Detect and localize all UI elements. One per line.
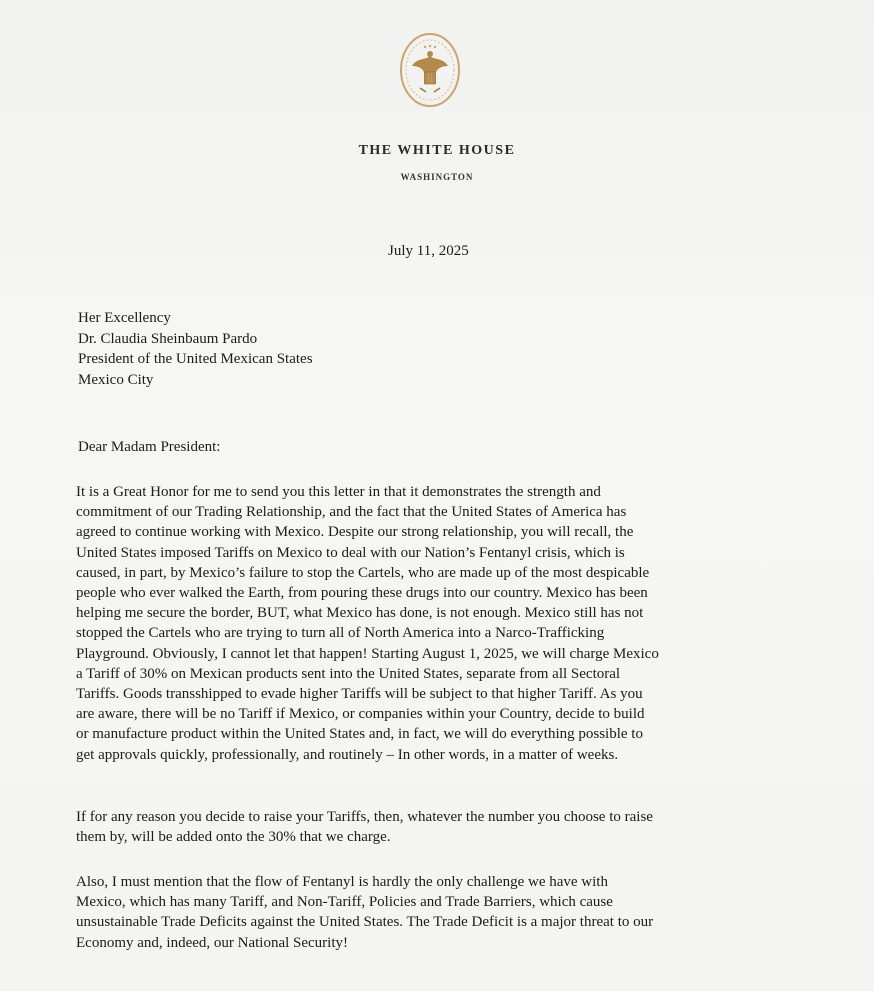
text-line: United States imposed Tariffs on Mexico to deal with our Nation’s Fentanyl crisis, which is [76,544,625,561]
text-line: commitment of our Trading Relationship, and the fact that the United States of America has [76,504,627,521]
body-paragraph [76,872,806,953]
salutation: Dear Madam President: [78,439,221,455]
text-line: agreed to continue working with Mexico. Despite our strong relationship, you will recall, the [76,524,634,541]
recipient-line: Dr. Claudia Sheinbaum Pardo [78,330,258,347]
text-line: Economy and, indeed, our National Security! [76,934,349,951]
text-line: get approvals quickly, professionally, and routinely – In other words, in a matter of weeks. [76,746,619,763]
text-line: caused, in part, by Mexico’s failure to stop the Cartels, who are made up of the most despicable [76,564,650,581]
text-line: Tariffs. Goods transshipped to evade higher Tariffs will be subject to that higher Tariff. As you [76,686,643,703]
text-line: or manufacture product within the United States and, in fact, we will do everything possible to [76,726,643,743]
text-line: a Tariff of 30% on Mexican products sent into the United States, separate from all Sectoral [76,665,621,682]
text-line: helping me secure the border, BUT, what Mexico has done, is not enough. Mexico still has not [76,605,644,622]
text-line: them by, will be added onto the 30% that we charge. [76,829,391,846]
presidential-seal-icon [398,30,462,110]
text-line: It is a Great Honor for me to send you this letter in that it demonstrates the strength and [76,484,601,500]
recipient-address [78,308,313,390]
recipient-line: Her Excellency [78,310,171,326]
recipient-line: President of the United Mexican States [78,351,313,367]
recipient-line: Mexico City [78,371,154,388]
text-line: Mexico, which has many Tariff, and Non-Tariff, Policies and Trade Barriers, which cause [76,894,613,911]
body-paragraph [76,482,806,765]
letterhead-subtitle: WASHINGTON [400,172,474,182]
letterhead-title: THE WHITE HOUSE [358,143,516,158]
text-line: are aware, there will be no Tariff if Mexico, or companies within your Country, decide to build [76,706,645,723]
text-line: stopped the Cartels who are trying to turn all of North America into a Narco-Trafficking [76,625,605,642]
text-line: If for any reason you decide to raise your Tariffs, then, whatever the number you choose to raise [76,809,653,825]
text-line: unsustainable Trade Deficits against the United States. The Trade Deficit is a major threat to our [76,914,654,931]
text-line: Also, I must mention that the flow of Fentanyl is hardly the only challenge we have with [76,874,608,890]
text-line: people who ever walked the Earth, from pouring these drugs into our country. Mexico has been [76,585,648,602]
body-paragraph [76,807,806,847]
text-line: Playground. Obviously, I cannot let that happen! Starting August 1, 2025, we will charge Mexico [76,645,659,662]
letter-date: July 11, 2025 [388,243,469,259]
